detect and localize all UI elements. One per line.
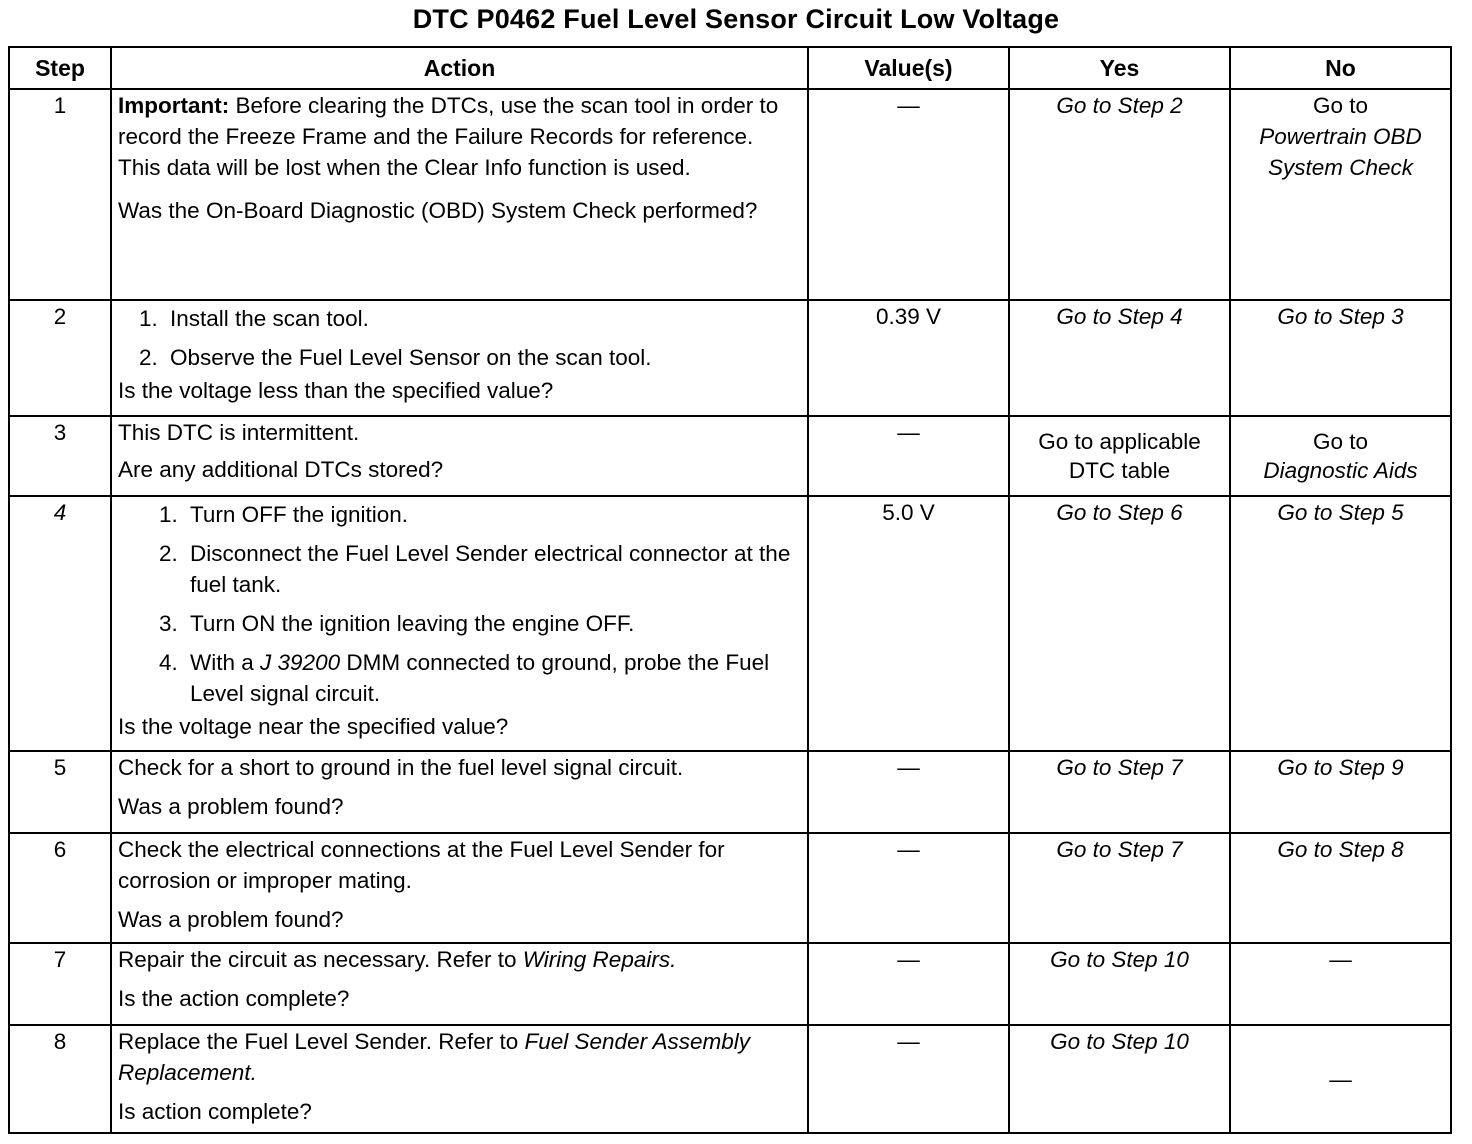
header-yes: Yes — [1009, 47, 1230, 89]
table-row — [9, 416, 1451, 496]
action-text — [118, 1026, 801, 1088]
tool-reference: J 39200 — [260, 650, 341, 675]
action-cell — [111, 496, 808, 751]
value-cell: — — [808, 833, 1009, 943]
value-cell: 5.0 V — [808, 496, 1009, 751]
no-prefix: Go to — [1312, 429, 1369, 454]
header-no: No — [1230, 47, 1451, 89]
list-item — [184, 647, 801, 709]
action-text: This DTC is intermittent. — [118, 420, 360, 445]
action-cell — [111, 943, 808, 1025]
list-item: 1. Install the scan tool. — [164, 303, 801, 334]
action-cell — [111, 833, 808, 943]
value-cell: — — [808, 89, 1009, 300]
action-cell — [111, 751, 808, 833]
list-item: 2. Disconnect the Fuel Level Sender electrical connector at the fuel tank. — [184, 538, 801, 600]
yes-link[interactable]: Go to Step 7 — [1009, 751, 1230, 833]
action-question: Was a problem found? — [118, 794, 344, 819]
page-title: DTC P0462 Fuel Level Sensor Circuit Low Voltage — [412, 4, 1060, 34]
table-row — [9, 300, 1451, 416]
yes-link[interactable]: Go to Step 2 — [1009, 89, 1230, 300]
table-row — [9, 751, 1451, 833]
action-list — [118, 499, 801, 709]
action-question: Is the action complete? — [118, 986, 350, 1011]
step-number: 5 — [9, 751, 111, 833]
item-text: DMM connected to ground, probe the Fuel Level signal circuit. — [190, 650, 770, 706]
no-cell: — — [1230, 1025, 1451, 1133]
action-question: Is the voltage less than the specified value? — [118, 378, 554, 403]
yes-link[interactable]: Go to Step 7 — [1009, 833, 1230, 943]
step-number: 1 — [9, 89, 111, 300]
action-text-part: Repair the circuit as necessary. Refer to — [118, 947, 523, 972]
yes-link[interactable]: Go to Step 4 — [1009, 300, 1230, 416]
no-link[interactable]: Powertrain OBD System Check — [1259, 124, 1422, 180]
important-note — [118, 90, 801, 183]
action-question: Is action complete? — [118, 1099, 312, 1124]
value-cell: — — [808, 943, 1009, 1025]
value-cell: — — [808, 1025, 1009, 1133]
action-cell — [111, 89, 808, 300]
list-item: 3. Turn ON the ignition leaving the engine OFF. — [184, 608, 801, 639]
no-link[interactable]: Go to Step 3 — [1230, 300, 1451, 416]
step-number: 2 — [9, 300, 111, 416]
no-link[interactable]: Diagnostic Aids — [1263, 458, 1418, 483]
action-question: Was the On-Board Diagnostic (OBD) System Check performed? — [118, 198, 758, 223]
action-cell — [111, 300, 808, 416]
list-item: 2. Observe the Fuel Level Sensor on the scan tool. — [164, 342, 801, 373]
header-step: Step — [9, 47, 111, 89]
value-cell: — — [808, 751, 1009, 833]
value-cell: — — [808, 416, 1009, 496]
action-text-part: Replace the Fuel Level Sender. Refer to — [118, 1029, 525, 1054]
yes-link[interactable]: Go to Step 6 — [1009, 496, 1230, 751]
action-question: Are any additional DTCs stored? — [118, 457, 444, 482]
table-row — [9, 833, 1451, 943]
table-row — [9, 496, 1451, 751]
header-values: Value(s) — [808, 47, 1009, 89]
step-number: 7 — [9, 943, 111, 1025]
action-list — [118, 303, 801, 373]
step-number: 6 — [9, 833, 111, 943]
table-row — [9, 1025, 1451, 1133]
header-row — [9, 47, 1451, 89]
yes-link[interactable]: Go to Step 10 — [1009, 1025, 1230, 1133]
no-cell[interactable] — [1230, 89, 1451, 300]
no-prefix: Go to — [1312, 93, 1369, 118]
table-row — [9, 943, 1451, 1025]
action-question: Is the voltage near the specified value? — [118, 714, 509, 739]
no-cell: — — [1230, 943, 1451, 1025]
action-text: Check for a short to ground in the fuel level signal circuit. — [118, 755, 684, 780]
no-cell[interactable] — [1230, 416, 1451, 496]
list-item: 1. Turn OFF the ignition. — [184, 499, 801, 530]
item-text: With a — [190, 650, 261, 675]
fuel-sender-replacement-link[interactable]: Fuel Sender Assembly Replacement. — [118, 1029, 751, 1085]
action-cell — [111, 1025, 808, 1133]
wiring-repairs-link[interactable]: Wiring Repairs. — [522, 947, 677, 972]
action-cell — [111, 416, 808, 496]
action-question: Was a problem found? — [118, 907, 344, 932]
action-text — [118, 944, 801, 975]
value-cell: 0.39 V — [808, 300, 1009, 416]
action-text: Check the electrical connections at the Fuel Level Sender for corrosion or improper mating. — [118, 837, 725, 893]
dtc-table — [8, 46, 1452, 1134]
important-text: Before clearing the DTCs, use the scan tool in order to record the Freeze Frame and the Failure Records for reference. This data will be lost when the Clear Info function is used. — [118, 93, 779, 180]
no-link[interactable]: Go to Step 8 — [1230, 833, 1451, 943]
table-row — [9, 89, 1451, 300]
no-link[interactable]: Go to Step 5 — [1230, 496, 1451, 751]
important-label: Important: — [118, 93, 230, 118]
yes-link[interactable]: Go to applicable DTC table — [1009, 416, 1230, 496]
yes-link[interactable]: Go to Step 10 — [1009, 943, 1230, 1025]
step-number: 3 — [9, 416, 111, 496]
no-link[interactable]: Go to Step 9 — [1230, 751, 1451, 833]
step-number: 8 — [9, 1025, 111, 1133]
header-action: Action — [111, 47, 808, 89]
step-number: 4 — [9, 496, 111, 751]
